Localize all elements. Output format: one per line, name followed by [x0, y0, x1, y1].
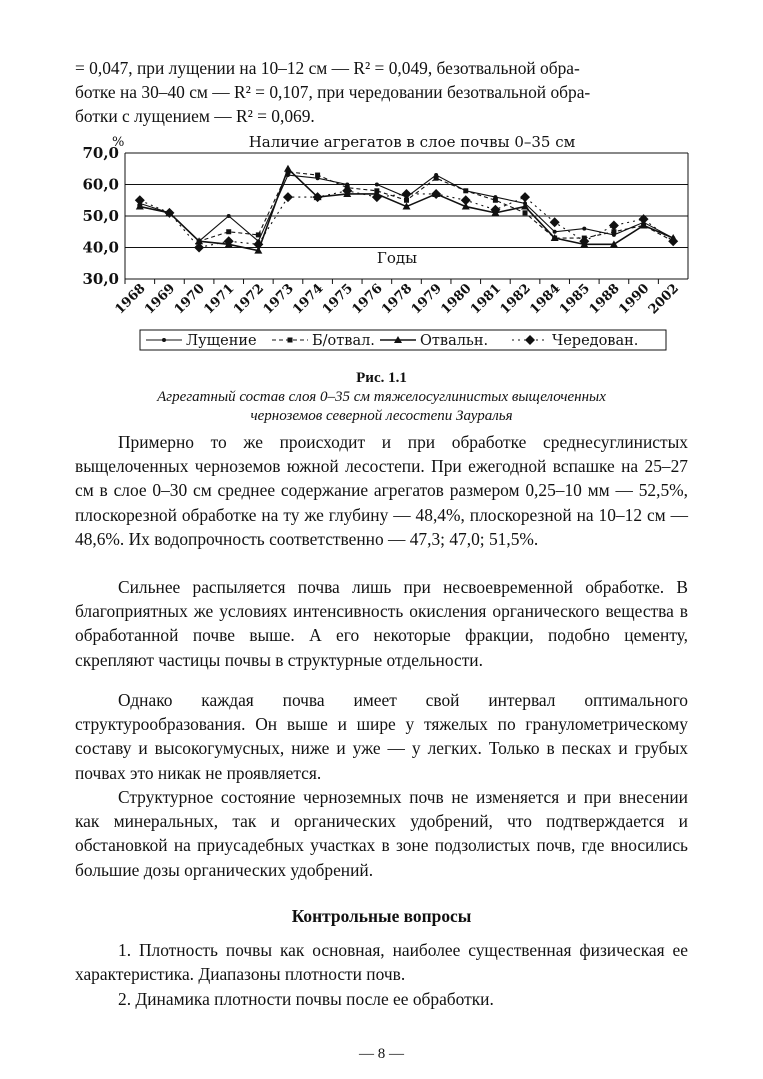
- data-point: [431, 189, 441, 199]
- series-line: [140, 169, 673, 251]
- legend-marker: [288, 338, 293, 343]
- x-tick-label: 1982: [497, 281, 534, 318]
- data-point: [284, 165, 292, 172]
- y-axis-unit: %: [112, 135, 125, 150]
- data-point: [461, 195, 471, 205]
- figure-label: Рис. 1.1: [356, 370, 407, 386]
- x-tick-label: 1979: [408, 281, 445, 318]
- paragraph-4: Структурное состояние черноземных почв не изменяется и при внесении как минеральных, так и органических удобрений, что подтверждается и обстановкой на приусадебных участках в зоне подзолистых почв, где вносились большие дозы органических удобрений.: [75, 787, 688, 880]
- legend-label: Чередован.: [552, 333, 639, 349]
- x-tick-label: 1990: [616, 281, 653, 318]
- x-tick-label: 1975: [319, 281, 357, 318]
- y-tick-label: 60,0: [82, 175, 119, 194]
- data-point: [609, 220, 619, 230]
- x-axis-label: Годы: [376, 249, 418, 267]
- x-tick-label: 1984: [527, 281, 564, 318]
- x-tick-label: 1978: [379, 281, 416, 318]
- y-tick-label: 70,0: [82, 144, 119, 162]
- x-tick-label: 1988: [586, 281, 623, 318]
- intro-line-3: ботки с лущением — R² = 0,069.: [75, 106, 315, 127]
- data-point: [375, 183, 379, 187]
- y-tick-label: 30,0: [82, 270, 119, 288]
- x-tick-label: 1974: [290, 281, 327, 318]
- chart-title: Наличие агрегатов в слое почвы 0–35 см: [248, 133, 576, 151]
- x-tick-label: 1970: [171, 281, 208, 318]
- figure-caption-line-1: Агрегатный состав слоя 0–35 см тяжелосуглинистых выщелоченных: [157, 389, 606, 405]
- data-point: [490, 205, 500, 215]
- data-point: [283, 192, 293, 202]
- x-tick-label: 1969: [142, 281, 179, 318]
- figure-caption-line-2: черноземов северной лесостепи Зауралья: [250, 408, 513, 424]
- y-tick-label: 40,0: [82, 238, 119, 257]
- data-point: [227, 214, 231, 218]
- data-point: [523, 210, 528, 215]
- data-point: [434, 176, 439, 181]
- data-point: [553, 230, 557, 234]
- x-tick-label: 1985: [556, 281, 594, 318]
- data-point: [582, 227, 586, 231]
- x-tick-label: 1980: [438, 281, 475, 318]
- data-point: [315, 173, 320, 178]
- question-1: 1. Плотность почвы как основная, наиболее существенная физическая ее характеристика. Диапазоны плотности почв.: [75, 940, 688, 985]
- legend-label: Лущение: [186, 333, 257, 349]
- legend-label: Б/отвал.: [312, 333, 375, 349]
- data-point: [493, 198, 498, 203]
- aggregates-line-chart: [0, 0, 763, 370]
- x-tick-label: 1972: [230, 281, 268, 318]
- legend-marker: [162, 338, 166, 342]
- data-point: [256, 232, 261, 237]
- data-point: [668, 236, 678, 246]
- section-heading: Контрольные вопросы: [291, 906, 472, 926]
- data-point: [520, 192, 530, 202]
- paragraph-2: Сильнее распыляется почва лишь при несвоевременной обработке. В благоприятных же условиях интенсивность окисления органического вещества в обработанной почве выше. А его некоторые фракции, подобно цементу, скрепляют частицы почвы в структурные отдельности.: [75, 577, 688, 670]
- paragraph-1: Примерно то же происходит и при обработке среднесуглинистых выщелоченных черноземов южной лесостепи. При ежегодной вспашке на 25–27 см в слое 0–30 см среднее содержание агрегатов размером 0,25–10 мм — 52,5%, плоскорезной обработке на ту же глубину — 48,4%, плоскорезной на 10–12 см — 48,6%. Их водопрочность соответственно — 47,3; 47,0; 51,5%.: [75, 432, 688, 549]
- paragraph-3: Однако каждая почва имеет свой интервал оптимального структурообразования. Он выше и шире у тяжелых по гранулометрическому составу и высокогумусных, ниже и уже — у легких. Только в песках и грубых почвах это никак не проявляется.: [75, 690, 688, 783]
- intro-line-2: ботке на 30–40 см — R² = 0,107, при чередовании безотвальной обра-: [75, 82, 591, 103]
- y-tick-label: 50,0: [82, 207, 119, 225]
- legend-label: Отвальн.: [420, 333, 489, 349]
- x-tick-label: 1968: [112, 281, 149, 318]
- data-point: [226, 229, 231, 234]
- question-2: 2. Динамика плотности почвы после ее обработки.: [118, 989, 494, 1009]
- x-tick-label: 1976: [349, 281, 386, 318]
- x-tick-label: 2002: [645, 281, 683, 318]
- x-tick-label: 1971: [201, 281, 238, 318]
- data-point: [550, 217, 560, 227]
- page-number: — 8 —: [359, 1046, 404, 1062]
- data-point: [463, 188, 468, 193]
- figure-caption: [90, 388, 673, 426]
- data-point: [135, 195, 145, 205]
- x-tick-label: 1981: [468, 281, 505, 318]
- x-tick-label: 1973: [260, 281, 297, 318]
- intro-line-1: = 0,047, при лущении на 10–12 см — R² = 0,049, безотвальной обра-: [75, 58, 580, 78]
